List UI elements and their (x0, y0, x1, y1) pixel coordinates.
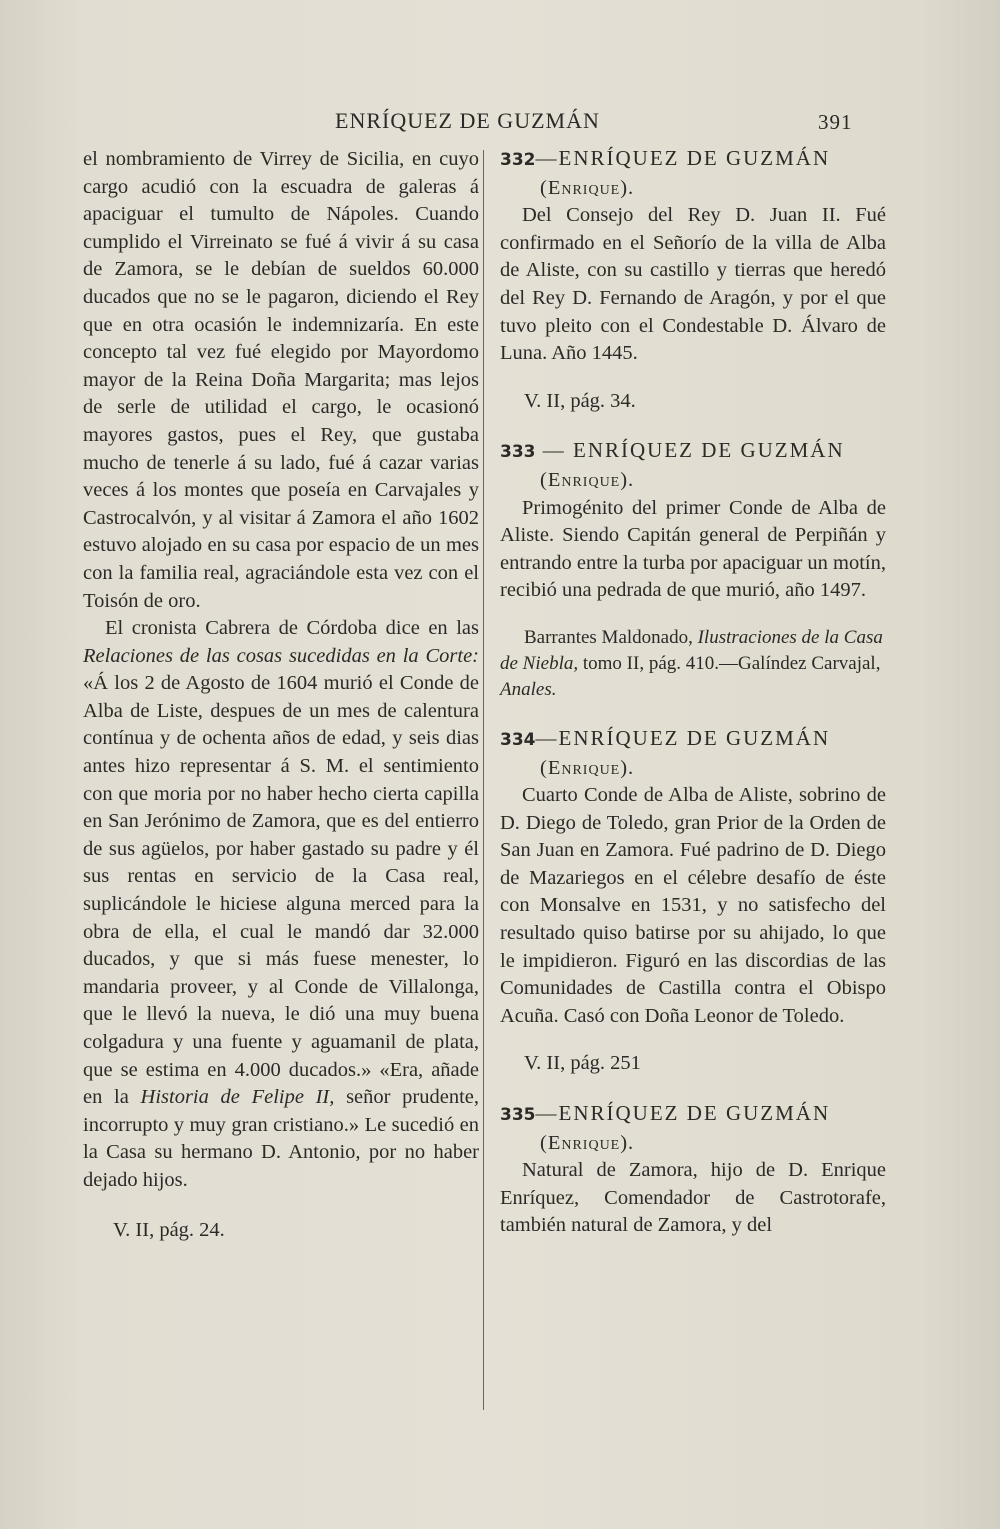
left-paragraph-1: el nombramiento de Virrey de Sicilia, en cuyo cargo acudió con la escuadra de galeras á apaciguar el tumulto de Nápoles. Cuando cumplido el Virreinato se fué á vivir á su casa de Zamora, se le debían de sueldos 60.000 ducados que no se le pagaron, diciendo el Rey que en otra ocasión le indemnizaría. En este concepto tal vez fué elegido por Mayordomo mayor de la Reina Doña Margarita; mas lejos de serle de utilidad el cargo, le ocasionó mayores gastos, pues el Rey, que gustaba mucho de tenerle á su lado, fué á cazar varias veces á los montes que poseía en Carvajales y Castrocalvón, y al visitar á Zamora el año 1602 estuvo alojado en su casa por espacio de un mes con la familia real, agraciándole esta vez con el Toisón de oro. (83, 148, 479, 612)
entry-reference-text-a: Barrantes Maldonado, (524, 626, 698, 648)
entry-333 (500, 437, 886, 703)
entry-reference: V. II, pág. 251 (524, 1052, 641, 1075)
entry-335 (500, 1100, 886, 1240)
entry-heading (500, 437, 886, 467)
entry-dash: — (535, 1101, 559, 1126)
entry-body: Cuarto Conde de Alba de Aliste, sobrino de D. Diego de Toledo, gran Prior de la Orden de San Juan en Zamora. Fué padrino de D. Diego de Mazariegos en el célebre desafío de éste con Monsalve en 1531, y no satisfecho del resultado quiso batirse por su ahijado, lo que le impidieron. Figuró en las discordias de las Comunidades de Castilla contra el Obispo Acuña. Casó con Doña Leonor de Toledo. (500, 784, 886, 1027)
entry-body: Del Consejo del Rey D. Juan II. Fué confirmado en el Señorío de la villa de Alba de Aliste, con su castillo y tierras que heredó del Rey D. Fernando de Aragón, y por el que tuvo pleito con el Condestable D. Álvaro de Luna. Año 1445. (500, 204, 886, 365)
entry-dash: — (535, 725, 559, 750)
left-paragraph-2-text-c: señor prudente, incorrupto y muy gran cristiano.» Le sucedió en la Casa su hermano D. Antonio, por no haber dejado hijos. (83, 1086, 479, 1191)
entry-number: 333 (500, 442, 536, 463)
right-column (500, 145, 886, 1262)
entry-given-name: (Enrique). (540, 176, 635, 199)
entry-given-name: (Enrique). (540, 756, 635, 779)
running-head (0, 108, 1000, 138)
running-title: ENRÍQUEZ DE GUZMÁN (335, 108, 600, 133)
entry-heading (500, 725, 886, 755)
entry-surname: ENRÍQUEZ DE GUZMÁN (558, 146, 831, 170)
entry-dash: — (535, 146, 559, 170)
left-reference: V. II, pág. 24. (113, 1218, 225, 1241)
left-paragraph-2 (83, 615, 479, 1194)
entry-heading (500, 1100, 886, 1130)
entry-given-name: (Enrique). (540, 1131, 635, 1154)
entry-reference (500, 625, 886, 703)
entry-334 (500, 725, 886, 1078)
entry-reference-italic-2: Anales. (500, 678, 557, 700)
page-number: 391 (818, 110, 853, 134)
entry-surname: ENRÍQUEZ DE GUZMÁN (558, 725, 831, 750)
entry-number: 334 (500, 729, 536, 750)
entry-reference-text-b: tomo II, pág. 410.—Galíndez Carvajal, (578, 652, 881, 674)
left-paragraph-2-text-a: El cronista Cabrera de Córdoba dice en las (105, 617, 479, 640)
left-paragraph-2-italic-1: Relaciones de las cosas sucedidas en la Corte: (83, 644, 479, 667)
entry-reference-italic-1: Ilustraciones de la Casa de Niebla, (500, 626, 883, 674)
entry-surname: ENRÍQUEZ DE GUZMÁN (558, 1101, 831, 1126)
left-paragraph-2-text-b: «Á los 2 de Agosto de 1604 murió el Conde de Alba de Liste, despues de un mes de calentura contínua y de ochenta años de edad, y seis dias antes hizo representar á S. M. el sentimiento con que moria por no haber hecho cierta capilla en San Jerónimo de Zamora, que es del entierro de sus agüelos, por haber gastado su padre y él sus rentas en servicio de la Casa real, suplicándole le hiciese alguna merced para la obra de ella, el cual le mandó dar 32.000 ducados, y que si más fuese menester, lo mandaria proveer, y al Conde de Villalonga, que le llevó la nueva, le dió una muy buena colgadura y una fuente y aguamanil de plata, que se estima en 4.000 ducados.» «Era, añade en la (83, 672, 479, 1109)
entry-number: 335 (500, 1105, 536, 1126)
left-column (83, 146, 479, 1244)
entry-given-name: (Enrique). (540, 468, 635, 491)
entry-dash: — (535, 438, 573, 463)
entry-body: Natural de Zamora, hijo de D. Enrique Enríquez, Comendador de Castrotorafe, también natural de Zamora, y del (500, 1159, 886, 1237)
entry-reference: V. II, pág. 34. (524, 389, 636, 412)
column-divider (483, 150, 484, 1410)
entry-heading (500, 145, 886, 175)
entry-body: Primogénito del primer Conde de Alba de Aliste. Siendo Capitán general de Perpiñán y entrando entre la turba por apaciguar un motín, recibió una pedrada de que murió, año 1497. (500, 496, 886, 602)
left-paragraph-2-italic-2: Historia de Felipe II, (140, 1086, 335, 1109)
entry-surname: ENRÍQUEZ DE GUZMÁN (573, 438, 845, 463)
entry-number: 332 (500, 150, 536, 170)
entry-332 (500, 145, 886, 415)
